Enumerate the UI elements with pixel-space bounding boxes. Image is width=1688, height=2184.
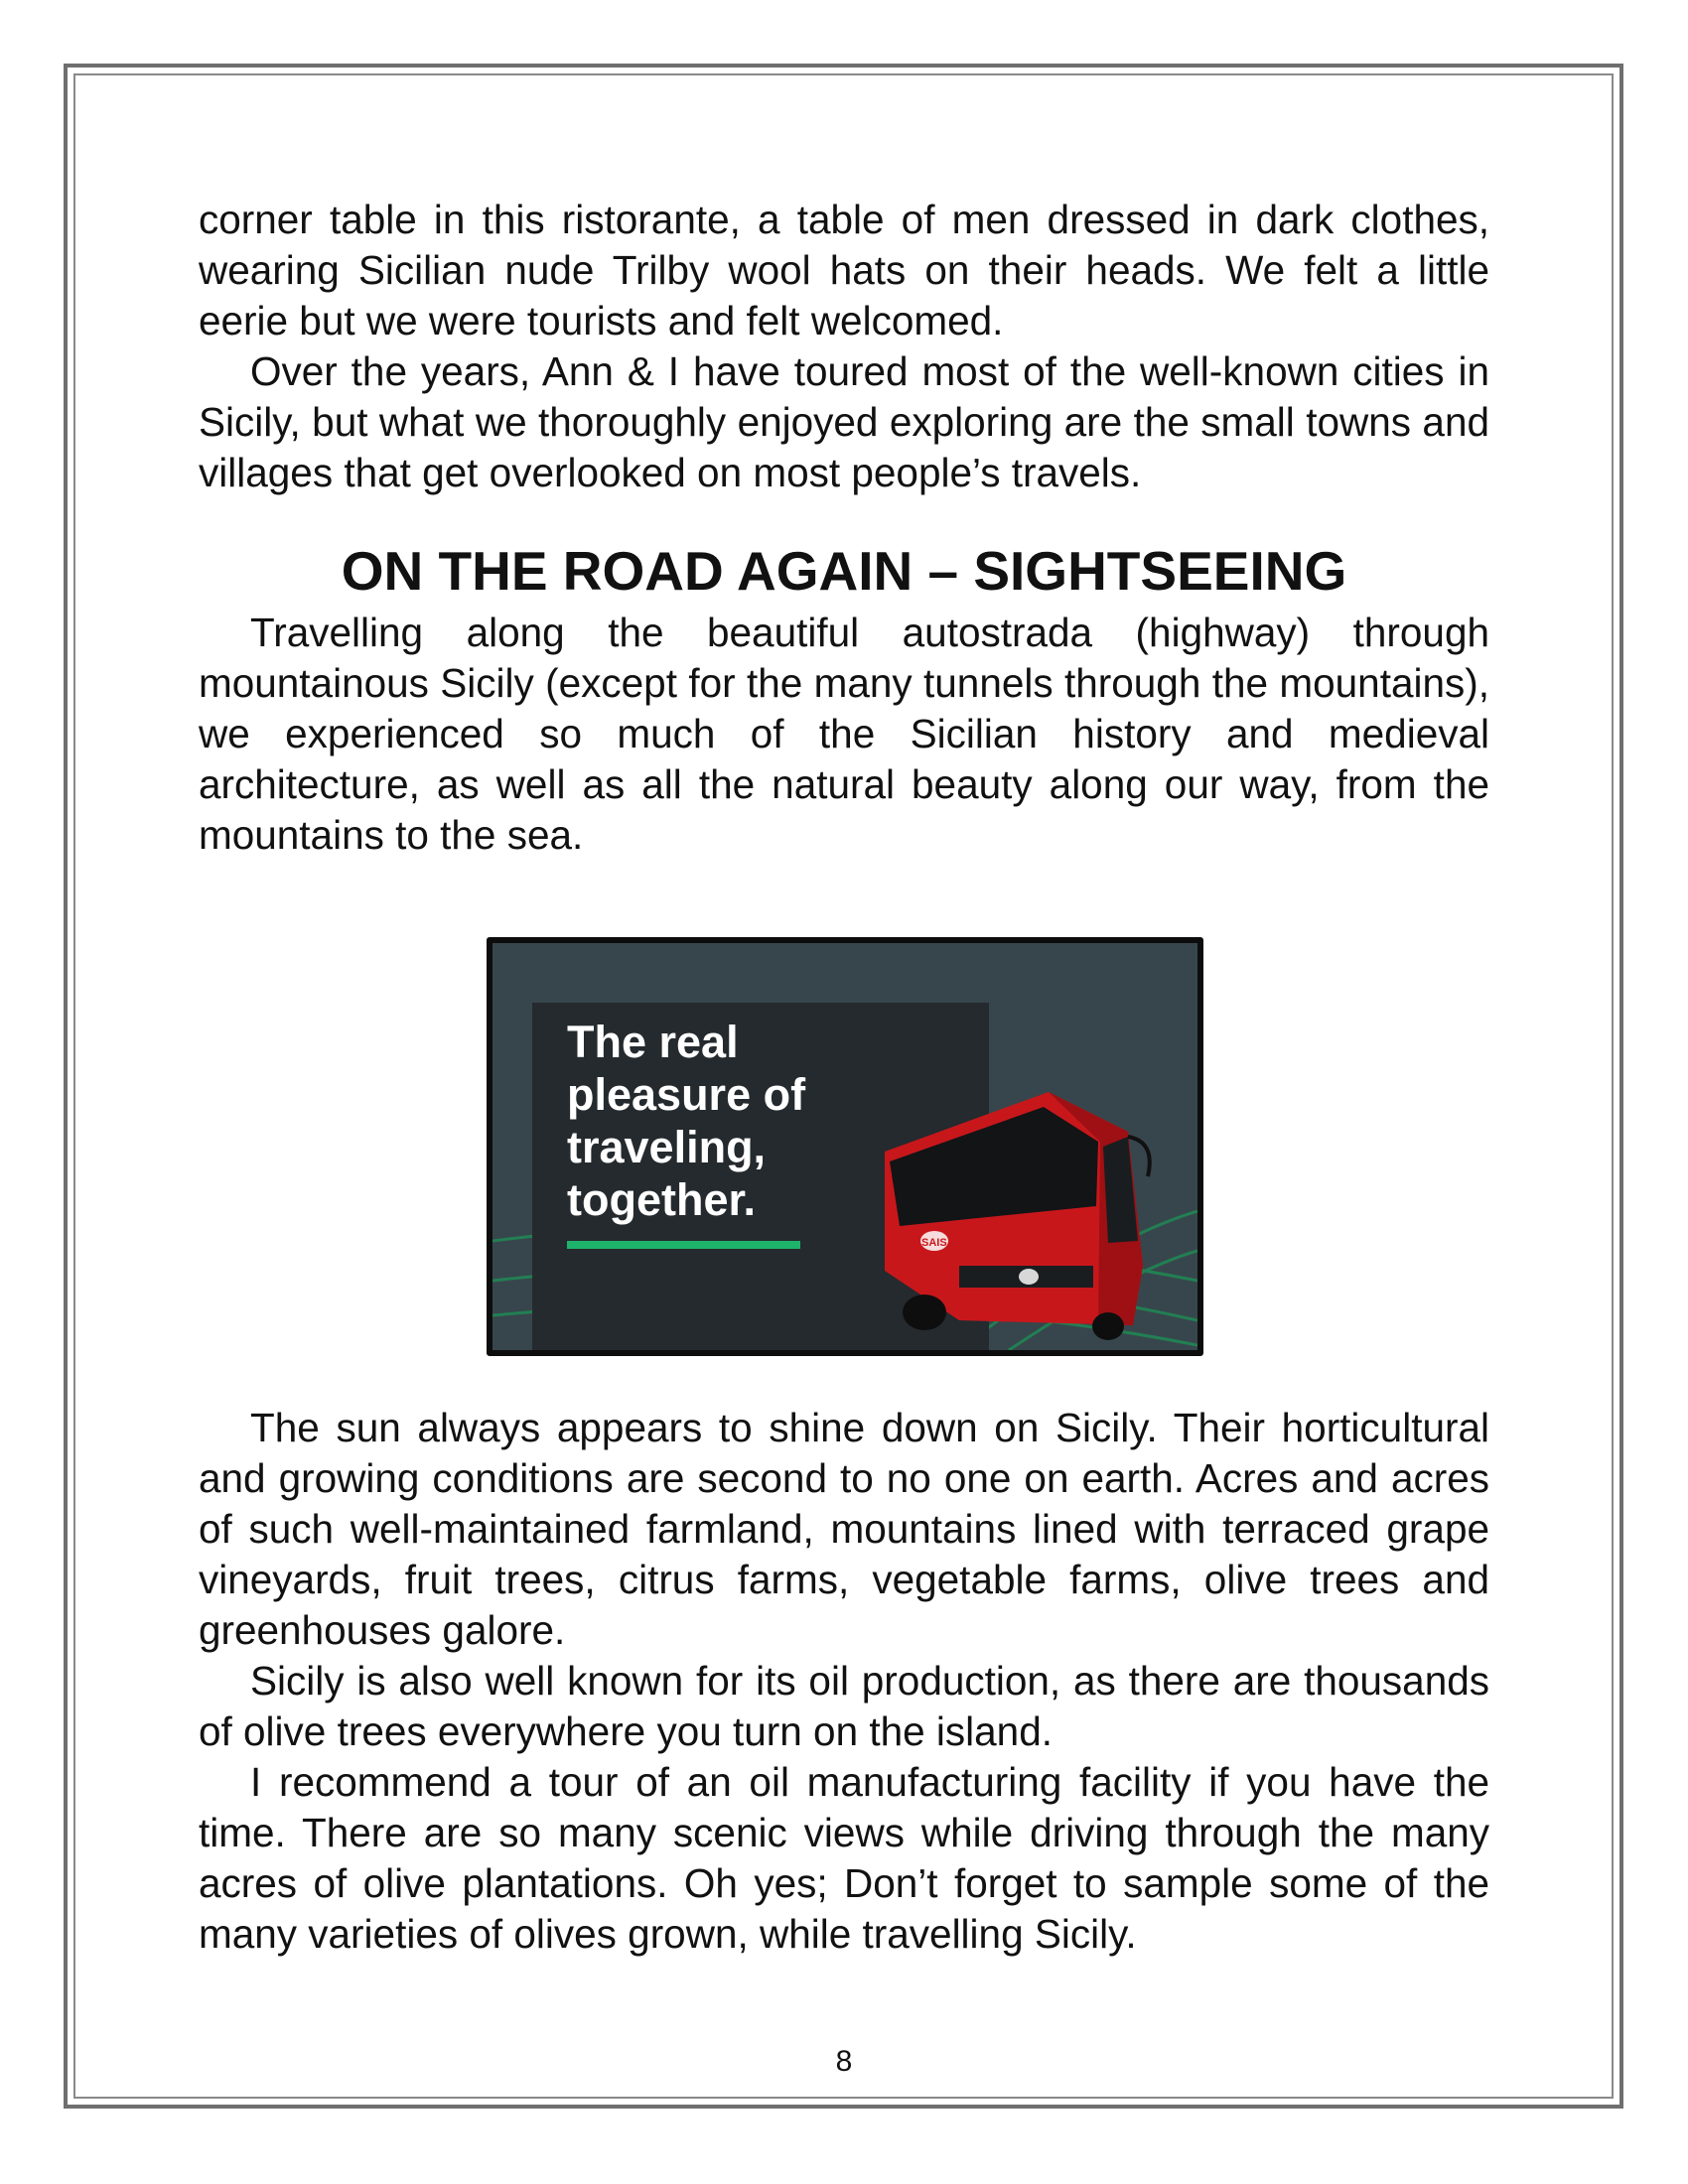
paragraph-oil-tour: I recommend a tour of an oil manufacturing facility if you have the time. There are so many scenic views while driving through the many acres of olive plantations. Oh yes; Don’t forget to sample some of the many varieties of olives grown, while travelling Sicily. [199,1759,1489,1957]
paragraph-over-the-years: Over the years, Ann & I have toured most of the well-known cities in Sicily, but what we thoroughly enjoyed exploring are the small towns and villages that get overlooked on most people’s travels. [199,348,1489,495]
section-heading: ON THE ROAD AGAIN – SIGHTSEEING [341,540,1347,602]
caption-line-3: traveling, [567,1122,767,1172]
caption-line-1: The real [567,1017,739,1067]
page-content-lower [199,1403,1489,1960]
paragraph-corner-table: corner table in this ristorante, a table of men dressed in dark clothes, wearing Sicilian nude Trilby wool hats on their heads. We felt a little eerie but we were tourists and felt welcomed. [199,197,1489,343]
caption-underline [567,1241,800,1249]
caption-line-4: together. [567,1174,757,1225]
bus-advert-image [487,937,1203,1356]
page-content [199,195,1489,861]
paragraph-sun-shines: The sun always appears to shine down on Sicily. Their horticultural and growing conditions are second to no one on earth. Acres and acres of such well-maintained farmland, mountains lined with terraced grape vineyards, fruit trees, citrus farms, vegetable farms, olive trees and greenhouses galore. [199,1405,1489,1653]
page-number: 8 [835,2045,853,2078]
caption-line-2: pleasure of [567,1069,806,1120]
bus-logo: SAIS [921,1237,947,1249]
paragraph-travelling-autostrada: Travelling along the beautiful autostrada (highway) through mountainous Sicily (except for the many tunnels through the mountains), we experienced so much of the Sicilian history and medieval architecture, as well as all the natural beauty along our way, from the mountains to the sea. [199,610,1489,858]
paragraph-oil-production: Sicily is also well known for its oil production, as there are thousands of olive trees everywhere you turn on the island. [199,1658,1489,1754]
